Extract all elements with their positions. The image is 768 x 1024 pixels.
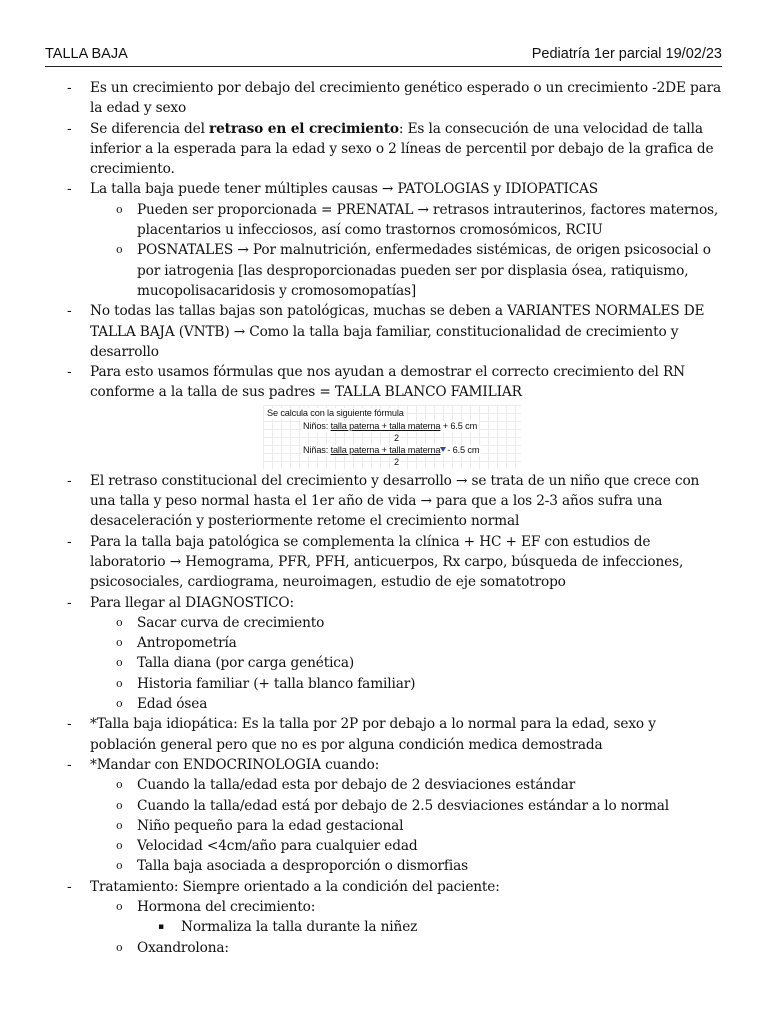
dash-marker: -	[67, 303, 72, 320]
bullet-tratamiento: - Tratamiento: Siempre orientado a la condición del paciente:	[45, 877, 725, 897]
sub-bullet-posnatal: o POSNATALES → Por malnutrición, enfermedades sistémicas, de origen psicosocial o por iatrogenia [las desproporcionadas pueden ser por displasia ósea, ratiquismo, mucopolisacaridosis y cromosomopatías]	[116, 242, 711, 299]
circle-marker: o	[116, 940, 123, 954]
formula-divisor: 2	[394, 456, 399, 467]
bullet-causas: - La talla baja puede tener múltiples causas → PATOLOGIAS y IDIOPATICAS	[45, 179, 725, 199]
formula-girls: Niñas: talla paterna + talla materna - 6.5 cm	[303, 444, 480, 455]
list-item: o Sacar curva de crecimiento	[45, 613, 725, 633]
list-item: o Cuando la talla/edad esta por debajo de 2 desviaciones estándar	[45, 775, 725, 795]
circle-marker: o	[116, 243, 123, 257]
list-item: o Antropometría	[45, 633, 725, 653]
circle-marker: o	[116, 778, 123, 792]
circle-marker: o	[116, 859, 123, 873]
cursor-icon	[440, 447, 446, 452]
list-item: o Niño pequeño para la edad gestacional	[45, 816, 725, 836]
circle-marker: o	[116, 798, 123, 812]
course-date: Pediatría 1er parcial 19/02/23	[531, 46, 722, 62]
formula-divisor: 2	[394, 432, 399, 443]
formula-title: Se calcula con la siguiente fórmula	[267, 407, 404, 418]
list-item: o Cuando la talla/edad está por debajo de 2.5 desviaciones estándar a lo normal	[45, 796, 725, 816]
bullet-diagnostico: - Para llegar al DIAGNOSTICO:	[45, 593, 725, 613]
dash-marker: -	[67, 716, 72, 733]
page-header	[45, 45, 722, 67]
bullet-retraso-constitucional: - El retraso constitucional del crecimiento y desarrollo → se trata de un niño que crece con una talla y peso normal hasta el 1er año de vida → para que a los 2-3 años sufra una desaceleración y posteriormente retome el crecimiento normal	[67, 472, 700, 530]
dash-marker: -	[67, 533, 72, 550]
dash-marker: -	[67, 472, 72, 489]
sub-sub-bullet: ▪ Normaliza la talla durante la niñez	[45, 917, 725, 937]
dash-marker: -	[67, 181, 72, 198]
circle-marker: o	[116, 615, 123, 629]
document-title: TALLA BAJA	[45, 46, 128, 62]
list-item: o Talla baja asociada a desproporción o dismorfias	[45, 856, 725, 876]
bullet-patologica: - Para la talla baja patológica se complementa la clínica + HC + EF con estudios de laboratorio → Hemograma, PFR, PFH, anticuerpos, Rx carpo, búsqueda de infecciones, psicosociales, cardiograma, neuroimagen, estudio de eje somatotropo	[67, 533, 684, 591]
bullet-idiopatica: - *Talla baja idiopática: Es la talla por 2P por debajo a lo normal para la edad, sexo y población general pero que no es por alguna condición medica demostrada	[67, 716, 656, 753]
square-bullet-icon: ▪	[158, 922, 164, 933]
sub-bullet-hormona: o Hormona del crecimiento:	[45, 897, 725, 917]
sub-bullet-oxandrolona: o Oxandrolona:	[45, 938, 725, 958]
circle-marker: o	[116, 697, 123, 711]
bold-term: retraso en el crecimiento	[209, 120, 399, 137]
sub-bullet-prenatal: o Pueden ser proporcionada = PRENATAL → retrasos intrauterinos, factores maternos, placentarios u infecciosos, así como trastornos cromosómicos, RCIU	[116, 201, 719, 239]
dash-marker: -	[67, 364, 72, 381]
bullet-endocrinologia: - *Mandar con ENDOCRINOLOGIA cuando:	[45, 755, 725, 775]
notes-body	[45, 78, 725, 958]
list-item: o Historia familiar (+ talla blanco familiar)	[45, 674, 725, 694]
list-item: o Edad ósea	[45, 694, 725, 714]
bullet-definition: - Es un crecimiento por debajo del crecimiento genético esperado o un crecimiento -2DE para la edad y sexo	[67, 80, 722, 117]
circle-marker: o	[116, 839, 123, 853]
circle-marker: o	[116, 899, 123, 913]
dash-marker: -	[67, 878, 72, 895]
bullet-formulas: - Para esto usamos fórmulas que nos ayudan a demostrar el correcto crecimiento del RN conforme a la talla de sus padres = TALLA BLANCO FAMILIAR	[67, 364, 685, 401]
list-item: o Velocidad <4cm/año para cualquier edad	[45, 836, 725, 856]
formula-boys: Niños: talla paterna + talla materna + 6.5 cm	[303, 420, 478, 431]
bullet-variantes: - No todas las tallas bajas son patológicas, muchas se deben a VARIANTES NORMALES DE TALLA BAJA (VNTB) → Como la talla baja familiar, constitucionalidad de crecimiento y desarrollo	[67, 303, 705, 360]
dash-marker: -	[67, 594, 72, 611]
circle-marker: o	[116, 636, 123, 650]
dash-marker: -	[67, 756, 72, 773]
dash-marker: -	[67, 120, 72, 137]
formula-image	[263, 405, 521, 469]
dash-marker: -	[67, 80, 72, 96]
circle-marker: o	[116, 676, 123, 690]
list-item: o Talla diana (por carga genética)	[45, 653, 725, 673]
circle-marker: o	[116, 202, 123, 216]
bullet-retraso: - Se diferencia del retraso en el crecimiento: Es la consecución de una velocidad de talla inferior a la esperada para la edad y sexo o 2 líneas de percentil por debajo de la grafica de crecimiento.	[67, 120, 714, 178]
circle-marker: o	[116, 818, 123, 832]
circle-marker: o	[116, 656, 123, 670]
